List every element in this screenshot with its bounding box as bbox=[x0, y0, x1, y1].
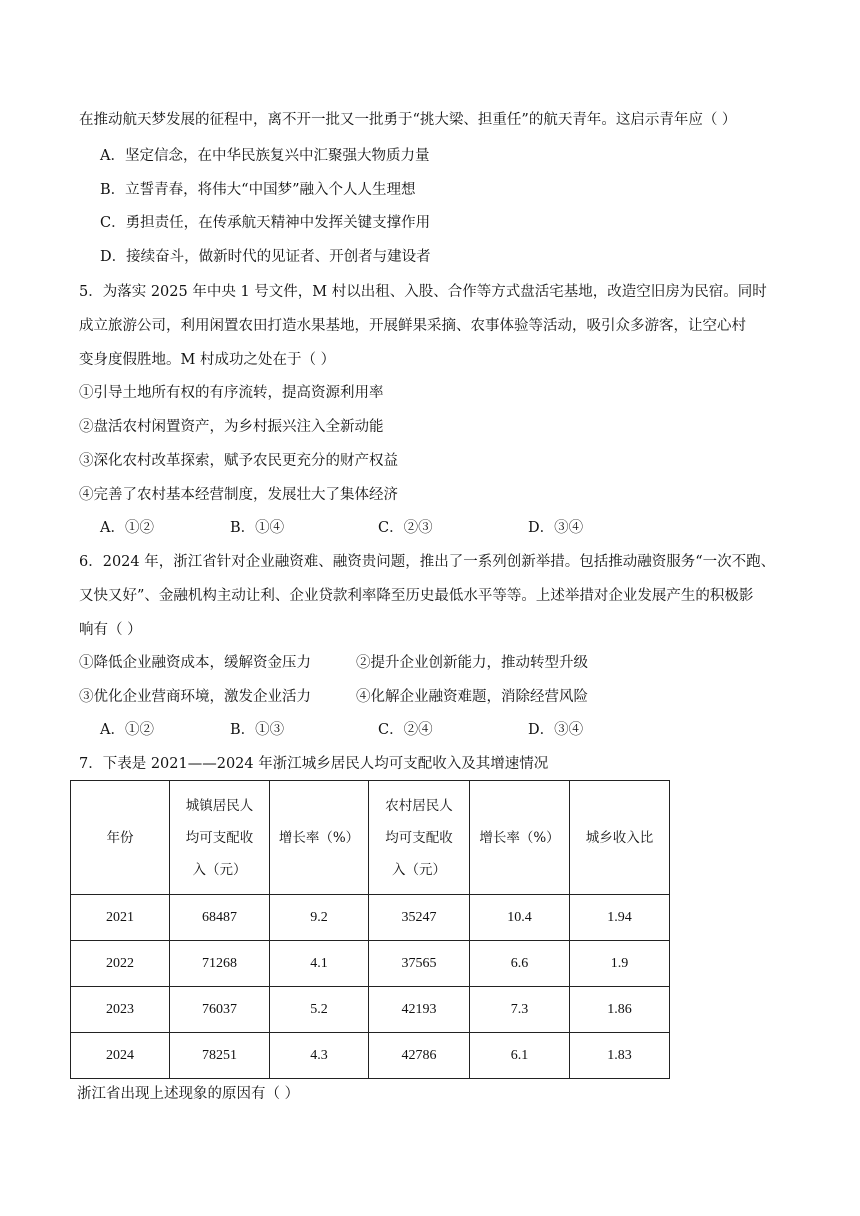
q4-option-a: A．坚定信念，在中华民族复兴中汇聚强大物质力量 bbox=[100, 148, 430, 164]
income-table bbox=[70, 780, 670, 1079]
cell-rural-growth: 6.1 bbox=[470, 1033, 570, 1079]
cell-rural-income: 42786 bbox=[369, 1033, 470, 1079]
q6-choice-a: A．①② bbox=[100, 722, 154, 738]
q6-stem-line-2: 又快又好”、金融机构主动让利、企业贷款利率降至历史最低水平等等。上述举措对企业发展产生的积极影 bbox=[79, 588, 754, 604]
q5-statement-1: ①引导土地所有权的有序流转，提高资源利用率 bbox=[79, 385, 384, 401]
q5-stem-line-1: 5．为落实 2025 年中央 1 号文件，M 村以出租、入股、合作等方式盘活宅基地，改造空旧房为民宿。同时 bbox=[79, 284, 767, 300]
table-row bbox=[71, 987, 670, 1033]
cell-urban-income: 76037 bbox=[170, 987, 270, 1033]
cell-rural-income: 35247 bbox=[369, 895, 470, 941]
q6-statement-2: ②提升企业创新能力，推动转型升级 bbox=[356, 655, 588, 671]
cell-urban-growth: 9.2 bbox=[270, 895, 369, 941]
table-header-row bbox=[71, 781, 670, 895]
cell-rural-growth: 10.4 bbox=[470, 895, 570, 941]
header-year: 年份 bbox=[71, 781, 170, 895]
q6-choice-c: C．②④ bbox=[378, 722, 433, 738]
header-urban-income: 城镇居民人 均可支配收 入（元） bbox=[170, 781, 270, 895]
cell-ratio: 1.9 bbox=[570, 941, 670, 987]
header-rural-income: 农村居民人 均可支配收 入（元） bbox=[369, 781, 470, 895]
q6-statement-3: ③优化企业营商环境，激发企业活力 bbox=[79, 689, 311, 705]
cell-urban-income: 68487 bbox=[170, 895, 270, 941]
cell-year: 2021 bbox=[71, 895, 170, 941]
q6-stem-line-3: 响有（ ） bbox=[79, 622, 142, 638]
q4-option-d: D．接续奋斗，做新时代的见证者、开创者与建设者 bbox=[100, 249, 431, 265]
q5-statement-3: ③深化农村改革探索，赋予农民更充分的财产权益 bbox=[79, 453, 398, 469]
cell-ratio: 1.94 bbox=[570, 895, 670, 941]
header-rural-growth: 增长率（%） bbox=[470, 781, 570, 895]
cell-year: 2023 bbox=[71, 987, 170, 1033]
table-row bbox=[71, 941, 670, 987]
q5-choice-c: C．②③ bbox=[378, 520, 433, 536]
q6-stem-line-1: 6．2024 年，浙江省针对企业融资难、融资贵问题，推出了一系列创新举措。包括推动融资服务“一次不跑、 bbox=[79, 554, 776, 570]
q4-stem: 在推动航天梦发展的征程中，离不开一批又一批勇于“挑大梁、担重任”的航天青年。这启示青年应（ ） bbox=[79, 112, 737, 128]
q6-statement-4: ④化解企业融资难题，消除经营风险 bbox=[356, 689, 588, 705]
cell-ratio: 1.86 bbox=[570, 987, 670, 1033]
q6-choice-d: D．③④ bbox=[528, 722, 584, 738]
table-row bbox=[71, 1033, 670, 1079]
cell-rural-growth: 6.6 bbox=[470, 941, 570, 987]
cell-rural-growth: 7.3 bbox=[470, 987, 570, 1033]
table-row bbox=[71, 895, 670, 941]
cell-urban-growth: 5.2 bbox=[270, 987, 369, 1033]
cell-year: 2022 bbox=[71, 941, 170, 987]
cell-year: 2024 bbox=[71, 1033, 170, 1079]
q7-followup: 浙江省出现上述现象的原因有（ ） bbox=[77, 1086, 300, 1102]
cell-rural-income: 37565 bbox=[369, 941, 470, 987]
q4-option-b: B．立誓青春，将伟大“中国梦”融入个人人生理想 bbox=[100, 182, 416, 198]
q5-choice-d: D．③④ bbox=[528, 520, 584, 536]
q5-statement-4: ④完善了农村基本经营制度，发展壮大了集体经济 bbox=[79, 487, 398, 503]
q5-stem-line-3: 变身度假胜地。M 村成功之处在于（ ） bbox=[79, 352, 336, 368]
q6-statement-1: ①降低企业融资成本，缓解资金压力 bbox=[79, 655, 311, 671]
header-urban-growth: 增长率（%） bbox=[270, 781, 369, 895]
cell-urban-income: 71268 bbox=[170, 941, 270, 987]
q5-choice-a: A．①② bbox=[100, 520, 154, 536]
q4-option-c: C．勇担责任，在传承航天精神中发挥关键支撑作用 bbox=[100, 215, 431, 231]
cell-ratio: 1.83 bbox=[570, 1033, 670, 1079]
q7-stem: 7．下表是 2021——2024 年浙江城乡居民人均可支配收入及其增速情况 bbox=[79, 756, 549, 772]
cell-urban-growth: 4.1 bbox=[270, 941, 369, 987]
q6-choice-b: B．①③ bbox=[230, 722, 285, 738]
q5-choice-b: B．①④ bbox=[230, 520, 285, 536]
q5-stem-line-2: 成立旅游公司，利用闲置农田打造水果基地，开展鲜果采摘、农事体验等活动，吸引众多游客，让空心村 bbox=[79, 318, 746, 334]
cell-urban-income: 78251 bbox=[170, 1033, 270, 1079]
cell-urban-growth: 4.3 bbox=[270, 1033, 369, 1079]
q5-statement-2: ②盘活农村闲置资产，为乡村振兴注入全新动能 bbox=[79, 419, 384, 435]
cell-rural-income: 42193 bbox=[369, 987, 470, 1033]
header-ratio: 城乡收入比 bbox=[570, 781, 670, 895]
